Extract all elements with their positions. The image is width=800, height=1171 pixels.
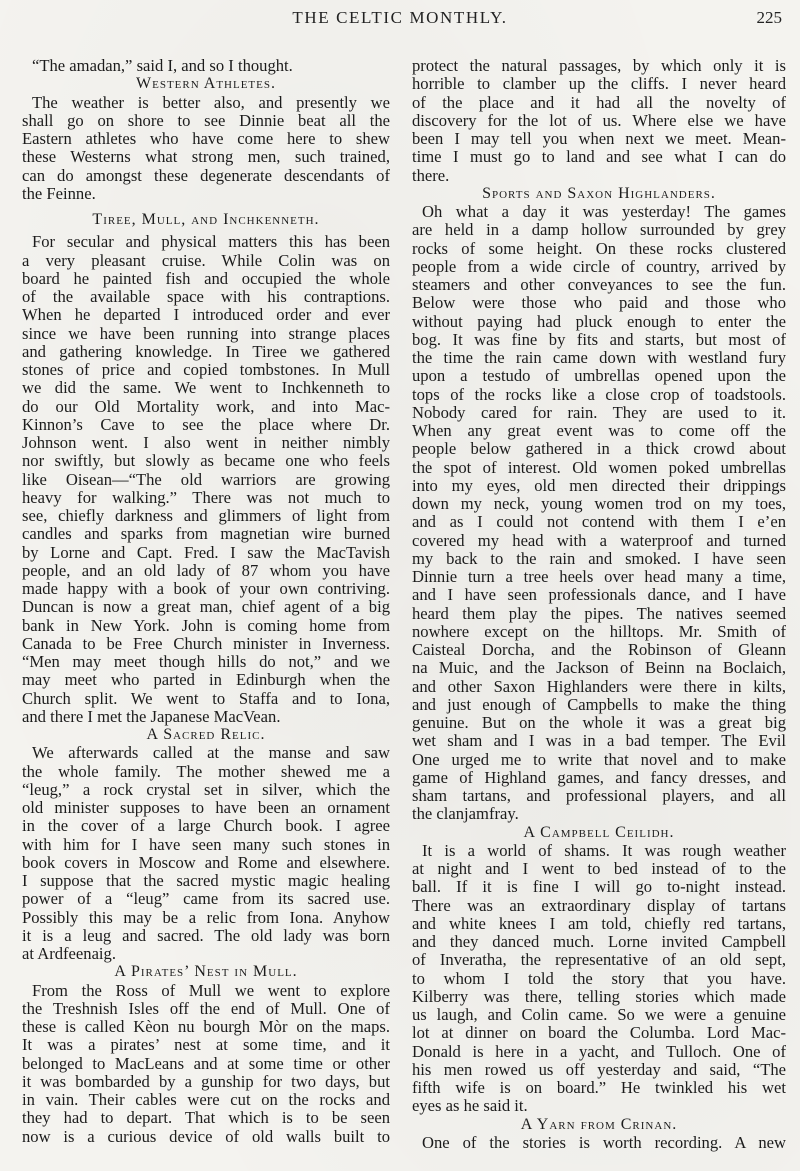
text-line: people from a wide circle of country, arrived by: [412, 257, 786, 276]
text-line: of the available space with his contraptions.: [22, 288, 390, 306]
text-line: the whole family. The mother shewed me a: [22, 762, 390, 781]
text-line: candles and sparks from magnetian wire burned: [22, 525, 390, 544]
text-line: these Westerns what strong men, such trained,: [22, 148, 390, 167]
text-line: the spot of interest. Old women poked umbrellas: [412, 458, 786, 477]
text-line: shall go on shore to see Dinnie beat all the: [22, 111, 390, 130]
text-line: board he painted fish and occupied the whole: [22, 269, 390, 288]
text-line: and they danced much. Lorne invited Campbell: [412, 933, 786, 951]
text-line: and other Saxon Highlanders were there in kilts,: [412, 677, 786, 696]
opening-line: “The amadan,” said I, and so I thought.: [32, 57, 293, 75]
text-line: the time the rain came down with westland fury: [412, 349, 786, 367]
section-heading: Western Athletes.: [136, 75, 276, 93]
text-line: made happy with a book of your own contriving.: [22, 580, 390, 598]
text-line: his men rowed us off yesterday and said, “The: [412, 1060, 786, 1079]
section-heading: A Sacred Relic.: [146, 726, 266, 743]
text-line: the Treshnish Isles off the end of Mull. One of: [22, 999, 390, 1018]
text-line: may meet who parted in Edinburgh when the: [22, 671, 390, 690]
text-line: heard them play the pipes. The natives seemed: [412, 604, 786, 623]
text-line: na Muic, and the Jackson of Beinn na Boclaich,: [412, 659, 786, 678]
text-line: us laugh, and Colin came. So we were a genuine: [412, 1006, 786, 1024]
text-line: book covers in Moscow and Rome and elsewhere.: [22, 853, 390, 872]
text-line: game of Highland games, and fancy dresses, and: [412, 768, 786, 787]
text-line: without paying had pluck enough to enter the: [412, 312, 786, 331]
text-line: the Feinne.: [22, 184, 96, 203]
section-heading: A Yarn from Crinan.: [520, 1115, 678, 1133]
text-line: a very pleasant cruise. While Colin was on: [22, 251, 390, 270]
text-line: steamers and other conveyances to see the fun.: [412, 276, 786, 294]
text-line: Donald is here in a yacht, and Tulloch. One of: [412, 1042, 786, 1061]
text-line: covered my head with a waterproof and turned: [412, 531, 786, 550]
text-line: Canada to be Free Church minister in Inverness.: [22, 634, 390, 653]
text-line: at Ardfeenaig.: [22, 945, 116, 963]
text-line: down my neck, young women trod on my toes,: [412, 495, 786, 513]
text-line: We afterwards called at the manse and saw: [32, 744, 390, 763]
text-line: “Men may meet though hills do not,” and we: [22, 653, 390, 671]
text-line: are held in a damp hollow surrounded by grey: [412, 221, 786, 240]
text-line: of Inveratha, the representative of an old sept,: [412, 951, 786, 970]
text-line: nor swiftly, but slowly as became one who feels: [22, 452, 390, 471]
text-line: Dinnie turn a tree heels over head many a time,: [412, 568, 786, 586]
text-line: It was a pirates’ nest at some time, and it: [22, 1036, 390, 1055]
text-line: From the Ross of Mull we went to explore: [32, 981, 390, 1000]
text-line: it is a leug and sacred. The old lady was born: [22, 926, 390, 945]
text-line: discovery for the lot of us. Where else we have: [412, 111, 786, 130]
text-line: Possibly this may be a relic from Iona. Anyhow: [22, 908, 390, 927]
text-line: Kinnon’s Cave to see the place where Dr.: [22, 415, 390, 434]
section-heading: Sports and Saxon Highlanders.: [482, 184, 716, 202]
text-line: the clanjamfray.: [412, 805, 519, 824]
section-heading: Tiree, Mull, and Inchkenneth.: [92, 211, 320, 228]
text-line: to whom I told the story that you have.: [412, 969, 786, 988]
text-line: Church split. We went to Staffa and to Iona,: [22, 689, 390, 708]
text-line: stones of price and copied tombstones. In Mull: [22, 361, 390, 379]
text-line: Duncan is now a great man, chief agent of a big: [22, 598, 390, 617]
text-line: Caisteal Dorcha, and the Robinson of Gleann: [412, 641, 786, 659]
section-heading: A Pirates’ Nest in Mull.: [114, 963, 298, 981]
text-line: in the cover of a large Church book. I agree: [22, 817, 390, 836]
text-line: and just enough of Campbells to make the thing: [412, 695, 786, 714]
text-line: For secular and physical matters this has been: [32, 233, 390, 252]
text-line: When any great event was to come off the: [412, 422, 786, 440]
text-line: do our Old Mortality work, and into Mac-: [22, 397, 390, 416]
text-line: like Oisean—“The old warriors are growing: [22, 470, 390, 489]
text-line: it was bombarded by a gunship for two days, but: [22, 1072, 390, 1091]
text-line: can do amongst these degenerate descendants of: [22, 166, 390, 185]
text-line: I suppose that the sacred mystic magic healing: [22, 872, 390, 890]
text-line: and there I met the Japanese MacVean.: [22, 707, 281, 726]
text-line: and gathering knowledge. In Tiree we gathered: [22, 342, 390, 361]
text-line: Oh what a day it was yesterday! The games: [422, 203, 786, 221]
left-column: [22, 57, 390, 1146]
text-line: of the place and it had all the novelty of: [412, 93, 786, 112]
text-line: horrible to clamber up the cliffs. I never heard: [412, 75, 786, 94]
text-line: and as I could not contend with them I e’en: [412, 513, 786, 532]
text-line: “leug,” a rock crystal set in silver, which the: [22, 780, 390, 799]
text-line: since we have been running into strange places: [22, 324, 390, 343]
text-line: nowhere except on the hilltops. Mr. Smith of: [412, 622, 786, 641]
text-line: see, chiefly darkness and glimmers of light from: [22, 507, 390, 525]
text-line: these is called Kèon nu bourgh Mòr on the maps.: [22, 1018, 390, 1036]
text-line: at night and I went to bed instead of to the: [412, 860, 786, 878]
text-line: Eastern athletes who have come here to shew: [22, 130, 390, 148]
text-line: into my eyes, old men directed their drippings: [412, 476, 786, 495]
section-heading: A Campbell Ceilidh.: [523, 823, 675, 841]
text-line: power of a “leug” came from its sacred use.: [22, 890, 390, 909]
text-line: When he departed I introduced order and ever: [22, 306, 390, 325]
text-line: bank in New York. John is coming home from: [22, 616, 390, 635]
text-line: heavy for walking.” There was not much to: [22, 488, 390, 507]
text-line: upon a testudo of umbrellas opened upon the: [412, 367, 786, 386]
text-line: lot at dinner on board the Columba. Lord Mac-: [412, 1024, 786, 1043]
text-line: in vain. Their cables were cut on the rocks and: [22, 1091, 390, 1109]
text-line: It is a world of shams. It was rough weather: [422, 841, 786, 860]
text-line: they had to depart. That which is to be seen: [22, 1109, 390, 1128]
text-line: Nobody cared for rain. They are used to it.: [412, 403, 786, 422]
text-line: genuine. But on the whole it was a great big: [412, 714, 786, 732]
text-line: been I may tell you when next we meet. Mean-: [412, 130, 786, 148]
text-line: people, and an old lady of 87 whom you have: [22, 561, 390, 580]
text-line: and white knees I am told, chiefly red tartans,: [412, 914, 786, 933]
text-line: tops of the rocks like a close crop of toadstools.: [412, 385, 786, 404]
text-line: by Lorne and Capt. Fred. I saw the MacTavish: [22, 543, 390, 562]
text-line: eyes as he said it.: [412, 1097, 528, 1116]
page-number: 225: [756, 8, 782, 27]
text-line: rocks of some height. On these rocks clustered: [412, 239, 786, 258]
text-line: time I must go to land and see what I can do: [412, 148, 786, 167]
text-line: One of the stories is worth recording. A new: [422, 1133, 786, 1152]
text-line: Below were those who paid and those who: [412, 294, 786, 313]
text-line: my back to the rain and smoked. I have seen: [412, 549, 786, 568]
text-line: bog. It was fine by fits and starts, but most of: [412, 330, 786, 349]
text-line: The weather is better also, and presently we: [32, 93, 390, 112]
right-column: [412, 57, 786, 1152]
text-line: there.: [412, 166, 450, 185]
text-line: we did the same. We went to Inchkenneth to: [22, 379, 390, 398]
text-line: wet sham and I was in a bad temper. The Evil: [412, 732, 786, 751]
text-line: and I have seen professionals dance, and I have: [412, 586, 786, 605]
text-line: with him for I have seen many such stones in: [22, 835, 390, 854]
text-line: protect the natural passages, by which only it is: [412, 57, 786, 75]
journal-title: THE CELTIC MONTHLY.: [292, 8, 508, 27]
text-line: sham tartans, and professional players, and all: [412, 787, 786, 805]
text-line: There was an extraordinary display of tartans: [412, 896, 786, 915]
running-head: [0, 8, 800, 32]
text-line: One urged me to write that novel and to make: [412, 750, 786, 769]
text-line: Johnson went. I also went in neither nimbly: [22, 434, 390, 452]
text-line: belonged to MacLeans and at some time or other: [22, 1054, 390, 1073]
text-line: now is a curious device of old walls built to: [22, 1127, 390, 1146]
text-line: fifth wife is on board.” He twinkled his wet: [412, 1079, 786, 1097]
text-line: Kilberry was there, telling stories which made: [412, 987, 786, 1006]
text-line: ball. If it is fine I will go to-night instead.: [412, 878, 786, 897]
text-line: old minister supposes to have been an ornament: [22, 799, 390, 817]
text-line: people below gathered in a thick crowd about: [412, 440, 786, 459]
